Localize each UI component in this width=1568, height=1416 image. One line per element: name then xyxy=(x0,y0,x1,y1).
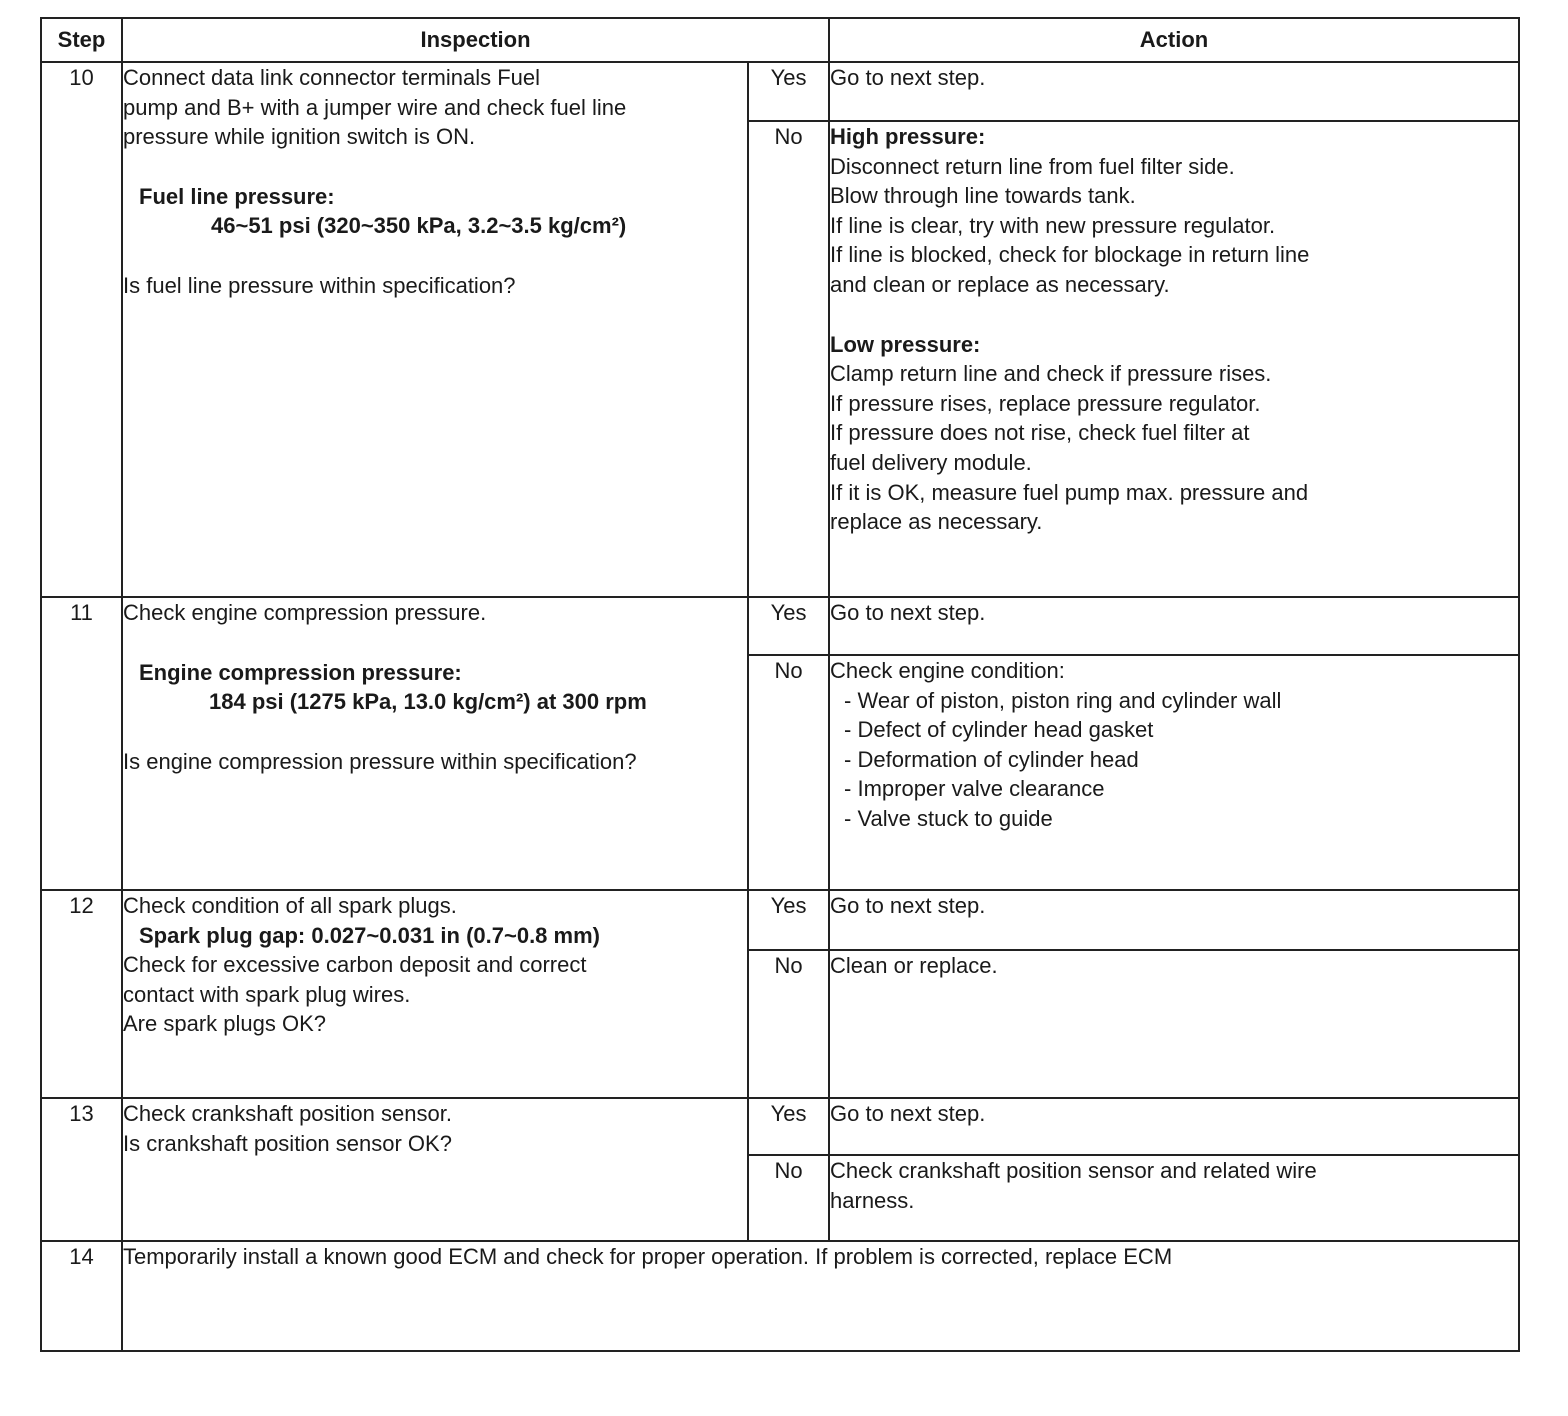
high-pressure-text: Disconnect return line from fuel filter side. Blow through line towards tank. If line is clear, try with new pressure regulator. If line is blocked, check for blockage in return line and clean or replace as necessary. xyxy=(830,153,1310,297)
table-row xyxy=(41,1241,1519,1351)
header-row xyxy=(41,18,1519,62)
no-label: No xyxy=(748,655,829,890)
yes-label: Yes xyxy=(748,1098,829,1155)
no-action: Check crankshaft position sensor and related wire harness. xyxy=(829,1155,1519,1241)
inspection-text: Check engine compression pressure. xyxy=(123,600,487,625)
no-label: No xyxy=(748,121,829,597)
no-action xyxy=(829,121,1519,597)
step-number: 13 xyxy=(41,1098,122,1241)
table-row xyxy=(41,890,1519,950)
low-pressure-title: Low pressure: xyxy=(830,331,981,357)
diagnostic-table xyxy=(40,17,1520,1352)
final-instruction: Temporarily install a known good ECM and check for proper operation. If problem is corrected, replace ECM xyxy=(122,1241,1519,1351)
yes-label: Yes xyxy=(748,890,829,950)
no-label: No xyxy=(748,1155,829,1241)
spec-label: Engine compression pressure: xyxy=(139,659,462,685)
yes-action: Go to next step. xyxy=(829,597,1519,655)
spec-value: 46~51 psi (320~350 kPa, 3.2~3.5 kg/cm²) xyxy=(211,213,627,239)
yes-action: Go to next step. xyxy=(829,890,1519,950)
no-label: No xyxy=(748,950,829,1098)
list-item: - Valve stuck to guide xyxy=(844,805,1053,831)
yes-label: Yes xyxy=(748,62,829,121)
spec-label: Fuel line pressure: xyxy=(139,183,335,209)
header-inspection: Inspection xyxy=(122,18,829,62)
inspection-text: Check crankshaft position sensor. Is crankshaft position sensor OK? xyxy=(122,1098,748,1241)
list-item: - Deformation of cylinder head xyxy=(844,746,1139,772)
header-step: Step xyxy=(41,18,122,62)
yes-label: Yes xyxy=(748,597,829,655)
step-number: 11 xyxy=(41,597,122,890)
inspection-question: Is engine compression pressure within specification? xyxy=(123,748,637,774)
no-action: Clean or replace. xyxy=(829,950,1519,1098)
yes-action: Go to next step. xyxy=(829,62,1519,121)
inspection-text: Connect data link connector terminals Fuel pump and B+ with a jumper wire and check fuel line pressure while ignition switch is ON. xyxy=(123,65,627,150)
inspection-cell xyxy=(122,890,748,1098)
spec-line: Spark plug gap: 0.027~0.031 in (0.7~0.8 mm) xyxy=(139,922,600,948)
inspection-question: Is fuel line pressure within specification? xyxy=(123,272,516,298)
high-pressure-title: High pressure: xyxy=(830,124,986,149)
spec-value: 184 psi (1275 kPa, 13.0 kg/cm²) at 300 rpm xyxy=(209,689,647,715)
list-item: - Wear of piston, piston ring and cylinder wall xyxy=(844,687,1282,713)
inspection-text-2: Check for excessive carbon deposit and correct contact with spark plug wires. Are spark plugs OK? xyxy=(123,952,587,1037)
inspection-text: Check condition of all spark plugs. xyxy=(123,893,457,918)
yes-action: Go to next step. xyxy=(829,1098,1519,1155)
header-action: Action xyxy=(829,18,1519,62)
step-number: 12 xyxy=(41,890,122,1098)
inspection-cell xyxy=(122,62,748,597)
inspection-cell xyxy=(122,597,748,890)
table-row xyxy=(41,62,1519,121)
list-item: - Defect of cylinder head gasket xyxy=(844,717,1154,743)
table-row xyxy=(41,597,1519,655)
low-pressure-text: Clamp return line and check if pressure rises. If pressure rises, replace pressure regulator. If pressure does not rise, check fuel filter at fuel delivery module. If it is OK, measure fuel pump max. pressure and replace as necessary. xyxy=(830,361,1309,535)
list-item: - Improper valve clearance xyxy=(844,776,1105,802)
engine-condition-title: Check engine condition: xyxy=(830,658,1065,683)
no-action xyxy=(829,655,1519,890)
step-number: 10 xyxy=(41,62,122,597)
table-row xyxy=(41,1098,1519,1155)
step-number: 14 xyxy=(41,1241,122,1351)
